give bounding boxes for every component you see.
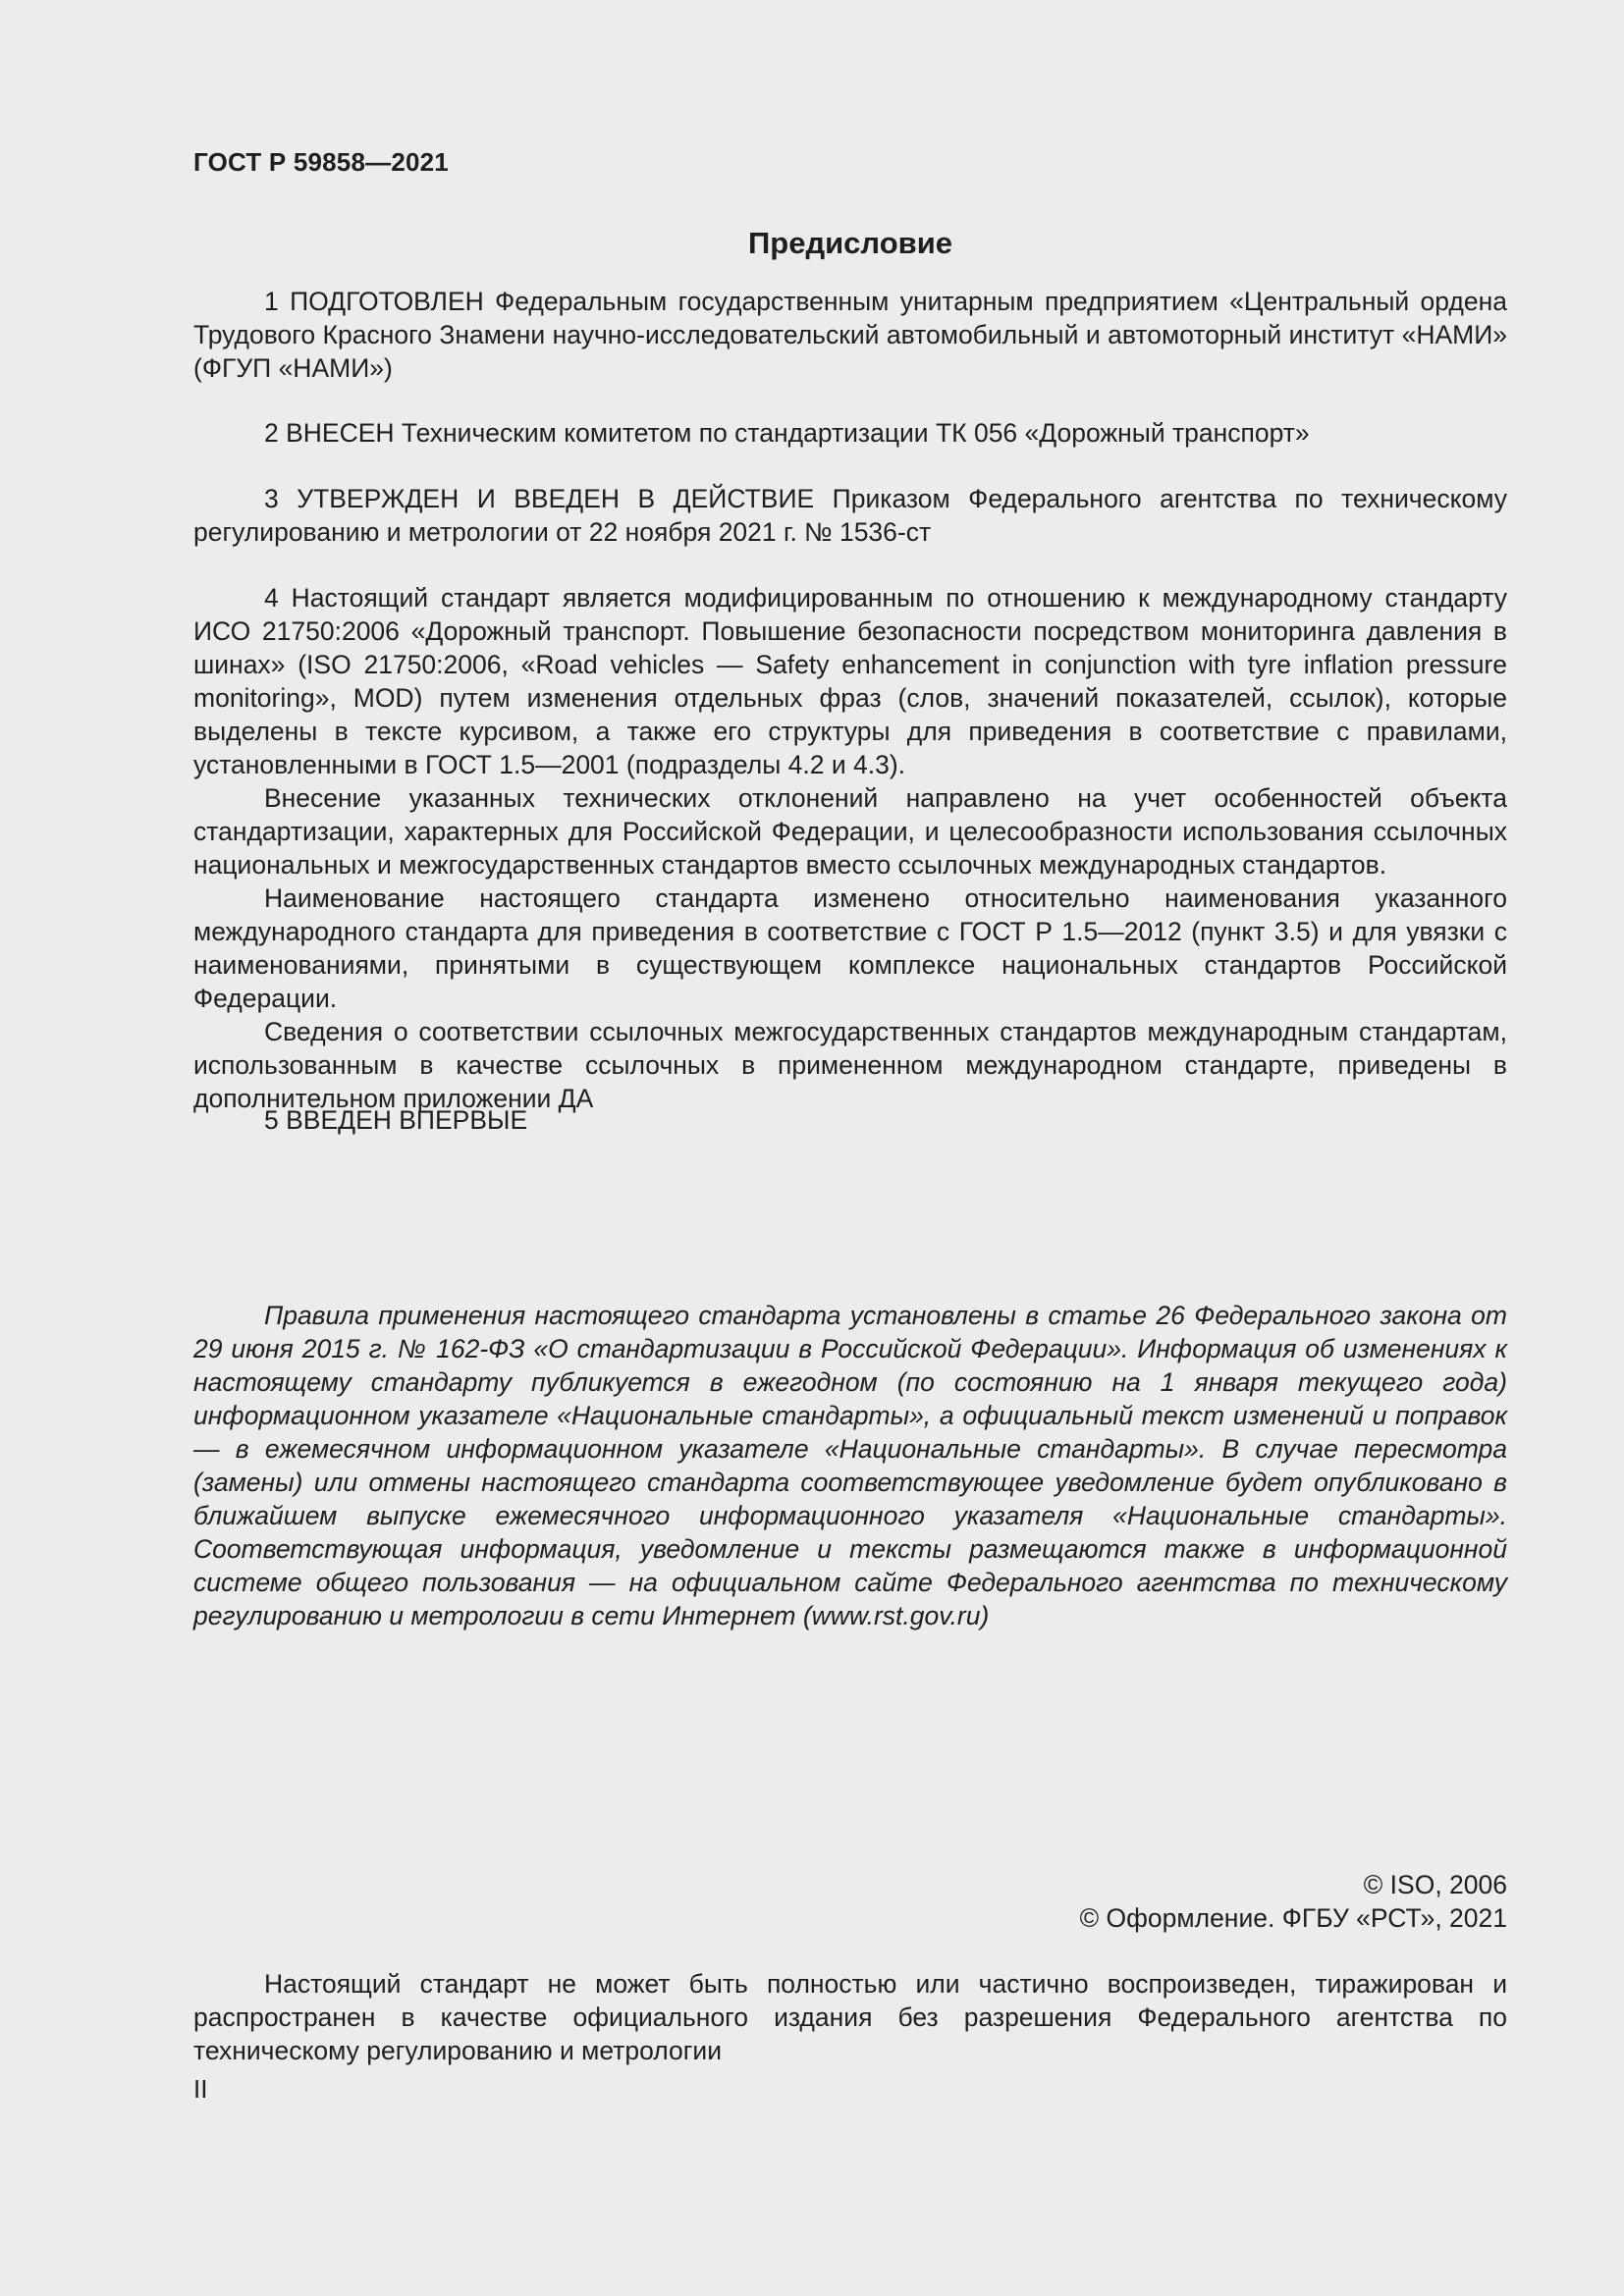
preface-item-1: [193, 285, 1507, 385]
preface-item-5-text: 5 ВВЕДЕН ВПЕРВЫЕ: [264, 1105, 528, 1135]
preface-item-4-paragraph-3: Наименование настоящего стандарта изменено относительно наименования указанного международного стандарта для приведения в соответствие с ГОСТ Р 1.5—2012 (пункт 3.5) и для увязки с наименованиями, принятыми в существующем комплексе национальных стандартов Российской Федерации.: [193, 883, 1507, 1013]
copyright-rst: © Оформление. ФГБУ «РСТ», 2021: [1079, 1903, 1507, 1933]
page-title: Предисловие: [747, 226, 952, 260]
copyright-iso: © ISO, 2006: [1363, 1870, 1507, 1899]
legal-notice: [193, 1299, 1507, 1632]
document-code: ГОСТ Р 59858—2021: [193, 147, 449, 177]
preface-item-2: [193, 416, 1507, 450]
preface-item-1-text: 1 ПОДГОТОВЛЕН Федеральным государственным унитарным предприятием «Центральный ордена Трудового Красного Знамени научно-исследовательский автомобильный и автомоторный институт «НАМИ» (ФГУП «НАМИ»): [193, 287, 1507, 383]
preface-item-2-text: 2 ВНЕСЕН Техническим комитетом по стандартизации ТК 056 «Дорожный транспорт»: [264, 418, 1310, 448]
preface-item-5: [193, 1103, 1507, 1137]
preface-item-4: [193, 581, 1507, 1115]
preface-item-4-paragraph-1: 4 Настоящий стандарт является модифицированным по отношению к международному стандарту ИСО 21750:2006 «Дорожный транспорт. Повышение безопасности посредством мониторинга давления в шинах» (ISO 21750:2006, «Road vehicles — Safety enhancement in conjunction with tyre inflation pressure monitoring», MOD) путем изменения отдельных фраз (слов, значений показателей, ссылок), которые выделены в тексте курсивом, а также его структуры для приведения в соответствие с правилами, установленными в ГОСТ 1.5—2001 (подразделы 4.2 и 4.3).: [193, 583, 1507, 779]
legal-notice-text: Правила применения настоящего стандарта установлены в статье 26 Федерального закона от 29 июня 2015 г. № 162-ФЗ «О стандартизации в Российской Федерации». Информация об изменениях к настоящему стандарту публикуется в ежегодном (по состоянию на 1 января текущего года) информационном указателе «Национальные стандарты», а официальный текст изменений и поправок — в ежемесячном информационном указателе «Национальные стандарты». В случае пересмотра (замены) или отмены настоящего стандарта соответствующее уведомление будет опубликовано в ближайшем выпуске ежемесячного информационного указателя «Национальные стандарты». Соответствующая информация, уведомление и тексты размещаются также в информационной системе общего пользования — на официальном сайте Федерального агентства по техническому регулированию и метрологии в сети Интернет (www.rst.gov.ru): [193, 1301, 1507, 1630]
preface-item-4-paragraph-4: Сведения о соответствии ссылочных межгосударственных стандартов международным стандартам, использованным в качестве ссылочных в примененном международном стандарте, приведены в дополнительном приложении ДА: [193, 1017, 1507, 1113]
reproduction-notice-text: Настоящий стандарт не может быть полностью или частично воспроизведен, тиражирован и распространен в качестве официального издания без разрешения Федерального агентства по техническому регулированию и метрологии: [193, 1969, 1507, 2065]
preface-item-3: [193, 482, 1507, 549]
preface-item-3-text: 3 УТВЕРЖДЕН И ВВЕДЕН В ДЕЙСТВИЕ Приказом Федерального агентства по техническому регулированию и метрологии от 22 ноября 2021 г. № 1536-ст: [193, 484, 1507, 547]
copyright-block: [193, 1868, 1507, 1935]
preface-item-4-paragraph-2: Внесение указанных технических отклонений направлено на учет особенностей объекта стандартизации, характерных для Российской Федерации, и целесообразности использования ссылочных национальных и межгосударственных стандартов вместо ссылочных международных стандартов.: [193, 783, 1507, 880]
reproduction-notice: [193, 1967, 1507, 2067]
page-number: II: [193, 2074, 208, 2104]
